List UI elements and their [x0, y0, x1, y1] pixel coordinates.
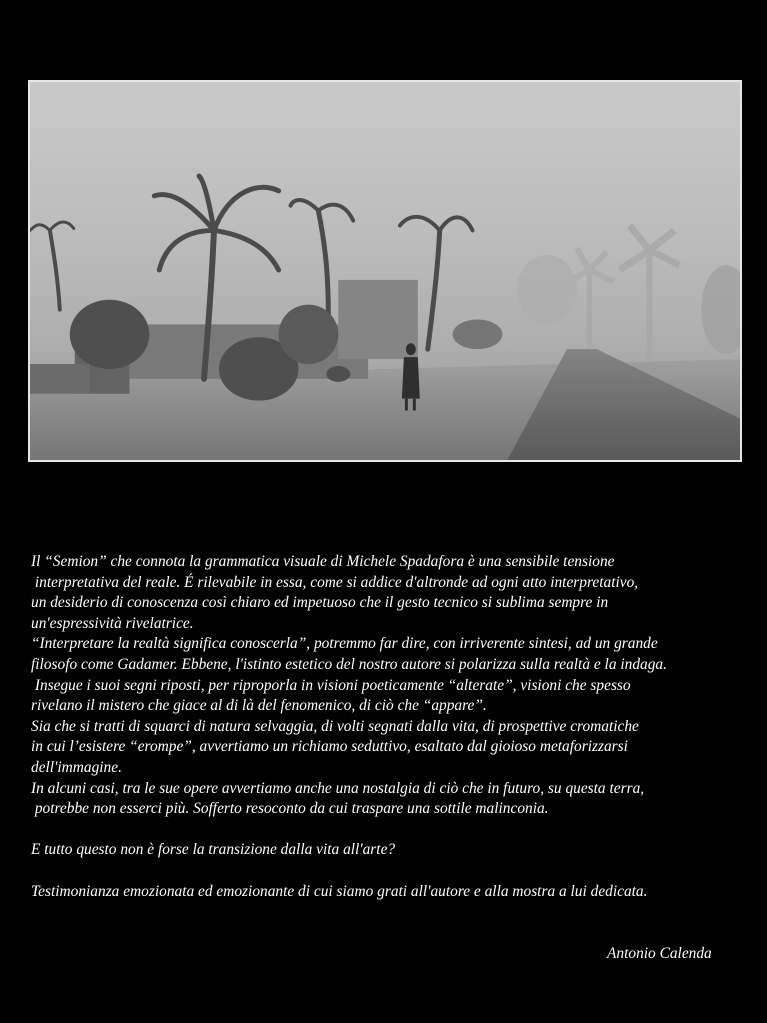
- text-line: Sia che si tratti di squarci di natura selvaggia, di volti segnati dalla vita, di prospettive cromatiche: [31, 717, 639, 735]
- text-line: rivelano il mistero che giace al di là del fenomenico, di ciò che “appare”.: [31, 697, 487, 715]
- essay-text: [31, 552, 751, 902]
- text-line: un'espressività rivelatrice.: [31, 614, 194, 632]
- text-line: “Interpretare la realtà significa conoscerla”, potremmo far dire, con irriverente sintesi, ad un grande: [31, 635, 658, 653]
- author-signature: Antonio Calenda: [607, 945, 712, 962]
- blank-line: [31, 820, 751, 841]
- text-line: in cui l’esistere “erompe”, avvertiamo un richiamo seduttivo, esaltato dal gioioso metaforizzarsi: [31, 738, 628, 756]
- text-line: potrebbe non esserci più. Sofferto resoconto da cui traspare una sottile malinconia.: [31, 800, 549, 818]
- text-line: un desiderio di conoscenza così chiaro ed impetuoso che il gesto tecnico si sublima sempre in: [31, 594, 609, 612]
- photograph: [28, 80, 742, 462]
- text-line: Il “Semion” che connota la grammatica visuale di Michele Spadafora è una sensibile tensione: [31, 553, 615, 570]
- text-line: E tutto questo non è forse la transizione dalla vita all'arte?: [31, 841, 396, 859]
- text-line: dell'immagine.: [31, 758, 122, 776]
- text-line: In alcuni casi, tra le sue opere avvertiamo anche una nostalgia di ciò che in futuro, su questa terra,: [31, 779, 645, 797]
- text-line: Testimonianza emozionata ed emozionante di cui siamo grati all'autore e alla mostra a lui dedicata.: [31, 882, 648, 900]
- text-line: filosofo come Gadamer. Ebbene, l'istinto estetico del nostro autore si polarizza sulla realtà e la indaga.: [31, 655, 667, 673]
- foggy-landscape-image: [30, 82, 740, 460]
- text-line: interpretativa del reale. É rilevabile in essa, come si addice d'altronde ad ogni atto interpretativo,: [31, 573, 639, 591]
- blank-line: [31, 861, 751, 882]
- text-line: Insegue i suoi segni riposti, per riproporla in visioni poeticamente “alterate”, visioni che spesso: [31, 676, 631, 694]
